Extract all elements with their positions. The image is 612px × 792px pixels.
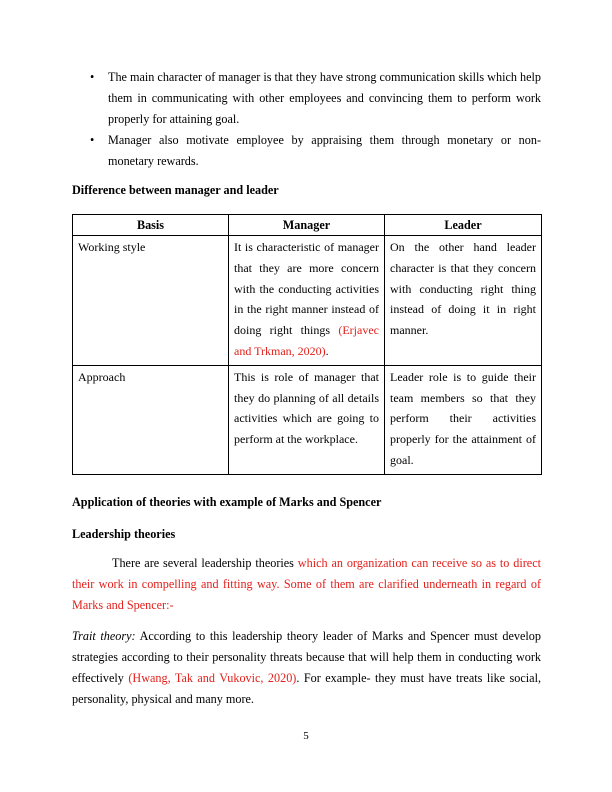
intro-paragraph [72,553,541,616]
cell-text-end: . [325,343,329,358]
cell-leader: Leader role is to guide their team members so that they perform their activities properly for the attainment of goal. [385,365,542,474]
table-row [73,365,542,474]
cell-text: It is characteristic of manager that they are more concern with the conducting activities in the right manner instead of doing right things [234,240,379,338]
trait-label: Trait theory: [72,629,136,643]
section-heading-difference: Difference between manager and leader [72,183,279,197]
trait-text: According to this leadership theory leader of Marks and Spencer must develop strategies according to their personality threats because that will help them in conducting work effectively [72,629,541,685]
citation: (Hwang, Tak and Vukovic, 2020) [128,671,297,685]
trait-paragraph [72,626,541,710]
cell-manager: This is role of manager that they do planning of all details activities which are going to perform at the workplace. [229,365,385,474]
bullet-text: The main character of manager is that they have strong communication skills which help them in communicating with other employees and convincing them to perform work properly for attaining goal. [108,70,541,126]
section-heading-leadership: Leadership theories [72,527,176,541]
intro-red-text: which an organization can receive so as to direct their work in compelling and fitting way. Some of them are clarified underneath in regard of Marks and Spencer:- [72,556,541,612]
section-heading-application: Application of theories with example of Marks and Spencer [72,495,382,509]
trait-text-end: . For example- they must have treats like social, personality, physical and many more. [72,671,542,706]
header-manager: Manager [229,215,385,236]
bullet-list [72,67,541,172]
list-item [72,67,541,130]
bullet-icon: • [90,70,95,84]
header-leader: Leader [385,215,542,236]
intro-text: There are several leadership theories [112,556,298,570]
page-number: 5 [303,730,309,742]
table-row [73,236,542,366]
table-header-row [73,215,542,236]
header-basis: Basis [73,215,229,236]
list-item [72,130,541,172]
cell-basis: Working style [73,236,229,366]
bullet-icon: • [90,133,95,147]
cell-basis: Approach [73,365,229,474]
cell-leader: On the other hand leader character is that they concern with conducting right thing instead of doing it in right manner. [385,236,542,366]
bullet-text: Manager also motivate employee by appraising them through monetary or non-monetary rewards. [108,133,541,168]
comparison-table [72,214,542,475]
cell-manager [229,236,385,366]
citation: (Erjavec and Trkman, 2020) [234,323,379,358]
